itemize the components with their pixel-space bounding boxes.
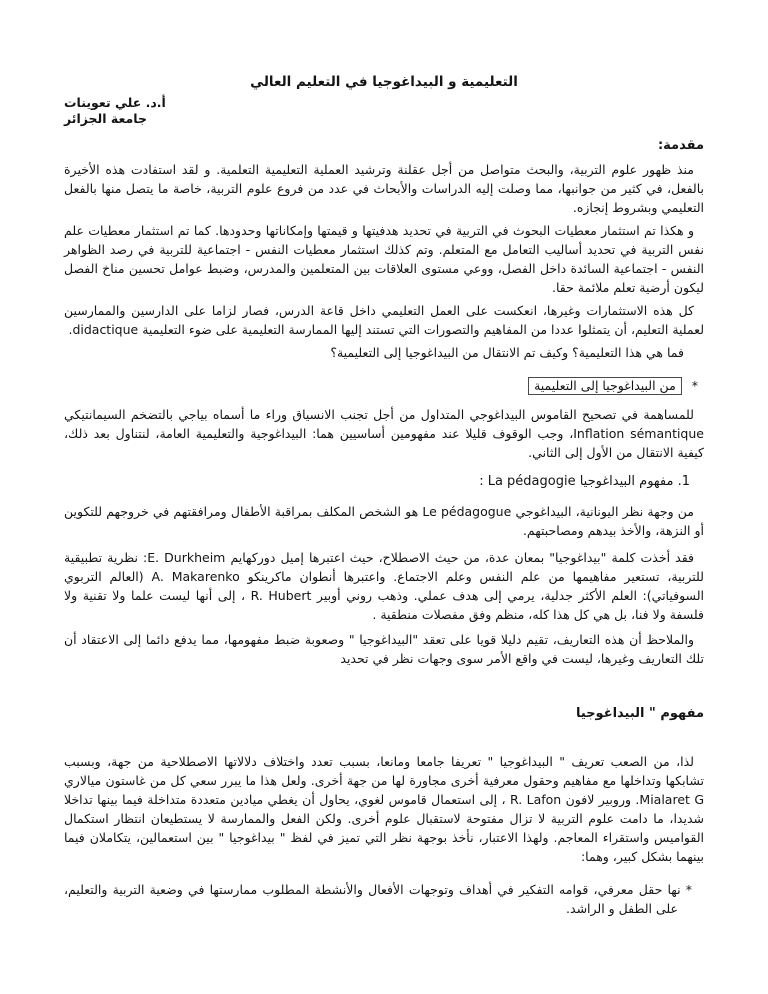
paragraph-definitions: فقد أخذت كلمة "بيداغوجيا" بمعان عدة، من حيث الاصطلاح، حيث اعتبرها إميل دوركهايم E. Durkheim: نظرية تطبيقية للتربية، تستعير مفاهيمها من علم النفس وعلم الاجتماع. واعتبرها أنطوان ماكرينكو A. Makarenko (العالم التربوي السوفياتي): العلم الأكثر جدلية، يرمي إلى هدف عملي. وذهب روني أوبير R. Hubert ، إلى أنها ليست علما ولا تقنية ولا فلسفة ولا فنا، بل هي كل هذا كله، منظم وفق مفصلات منطقية . xyxy=(64,549,704,622)
asterisk-marker: * xyxy=(691,378,698,394)
subheading-pedagogie-concept: 1. مفهوم البيداغوجيا La pédagogie : xyxy=(479,474,690,490)
author-affiliation: جامعة الجزائر xyxy=(64,111,147,127)
paragraph-transition-question: فما هي هذا التعليمية؟ وكيف تم الانتقال من البيداغوجيا إلى التعليمية؟ xyxy=(330,345,684,361)
bullet-item-knowledge-field: * نها حقل معرفي، قوامه التفكير في أهداف وتوجهات الأفعال والأنشطة المطلوب ممارستها في وضعية التربية والتعليم، على الطفل و الراشد. xyxy=(64,881,692,916)
document-title: التعليمية و البيداغوجيا في التعليم العالي xyxy=(250,74,518,90)
heading-pedagogy-to-didactics xyxy=(64,376,704,395)
author-block xyxy=(64,95,704,129)
author-name: أ.د. علي تعوينات xyxy=(64,94,166,110)
paragraph-intro-1: منذ ظهور علوم التربية، والبحث متواصل من أجل عقلنة وترشيد العملية التعليمية التعلمية. و لقد استفادت هذه الأخيرة بالفعل، في كثير من جوانبها، مما وصلت إليه الدراسات والأبحاث في عدد من فروع علوم التربية، خاصة ما يتصل منها بالفعل التعليمي وبشروط إنجازه. xyxy=(64,162,704,216)
paragraph-definitions-remark: والملاحظ أن هذه التعاريف، تقيم دليلا قويا على تعقد "البيداغوجيا " وصعوبة ضبط مفهومها، مما يدفع دائما إلى الاعتقاد أن تلك التعاريف وغيرها، ليست في واقع الأمر سوى وجهات نظر في تحديد xyxy=(64,631,704,666)
paragraph-lexicon: للمساهمة في تصحيح القاموس البيداغوجي المتداول من أجل تجنب الانسياق وراء ما أسماه بياجي بالتضخم السيمانتيكي Inflation sémantique، وجب الوقوف قليلا عند مفهومين أساسيين هما: البيداغوجية والتعليمية العامة، لنتناول بعد ذلك، كيفية الانتقال من الأول إلى الثاني. xyxy=(64,407,704,461)
paragraph-intro-3: كل هذه الاستثمارات وغيرها، انعكست على العمل التعليمي داخل قاعة الدرس، فصار لزاما على الدارسين والممارسين لعملية التعليم، أن يتمثلوا عددا من المفاهيم والتصورات التي تستند إليها الممارسة التعليمية على ضوء التعليمية didactique. xyxy=(64,303,704,338)
boxed-heading-text: من البيداغوجيا إلى التعليمية xyxy=(528,377,682,395)
heading-introduction: مقدمة: xyxy=(657,138,704,154)
paragraph-intro-2: و هكذا تم استثمار معطيات البحوث في التربية في تحديد هدفيتها و قيمتها وإمكاناتها وحدودها. كما تم استثمار معطيات علم نفس التربية في تحديد أساليب التعامل مع المتعلم. وتم كذلك استثمار معطيات النفس - اجتماعية للتربية في رصد الظواهر النفس - اجتماعية السائدة داخل الفصل، ووعي مستوى العلاقات بين المتعلمين والمدرس، وضبط عوامل تحسين مناخ الفصل ليكون أرضية تعلم ملائمة حقا. xyxy=(64,223,704,296)
paragraph-difficulty-definition: لذا، من الصعب تعريف " البيداغوجيا " تعريفا جامعا ومانعا، بسبب تعدد واختلاف دلالاتها الاصطلاحية من جهة، وبسبب تشابكها وتداخلها مع مفاهيم وحقول معرفية أخرى مجاورة لها من جهة أخرى. ولعل هذا ما يبرر سعي كل من غاستون ميالاري Mialaret G. وروبير لافون R. Lafon ، إلى استعمال قاموس لغوي، يحاول أن يغطي ميادين متعددة متداخلة فيما بينها تداخلا شديدا، ما دامت علوم التربية لا تزال مفتوحة لاستقبال علوم أخرى. ولكن الفعل والممارسة لا يستطيعان انتظار استكمال القواميس واستقراء المعاجم. ولهذا الاعتبار، نأخذ بوجهة نظر التي تميز في لفظ " بيداغوجيا " بين استعمالين، يتكاملان فيما بينهما بشكل كبير، وهما: xyxy=(64,753,705,864)
paragraph-greek-origin: من وجهة نظر اليونانية، البيداغوجي Le pédagogue هو الشخص المكلف بمراقبة الأطفال ومرافقتهم في خروجهم للتكوين أو النزهة، والأخذ بيدهم ومصاحبتهم. xyxy=(64,503,704,538)
heading-concept-pedagogy: مفهوم " البيداغوجيا xyxy=(576,705,704,721)
